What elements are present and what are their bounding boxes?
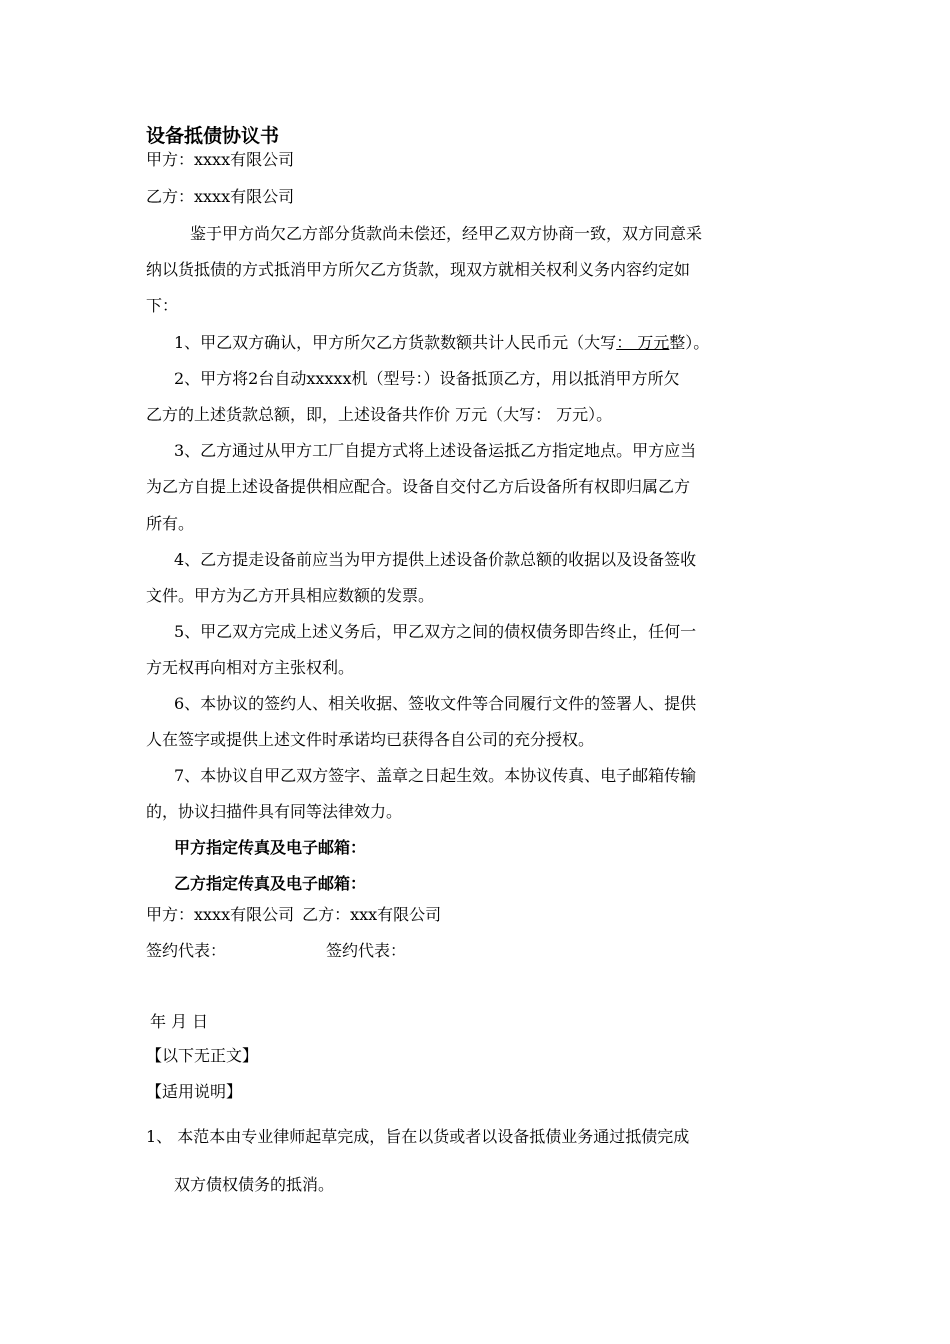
signature-rep-b: 签约代表： [326, 941, 407, 960]
signature-party-b: 乙方：xxx有限公司 [302, 905, 442, 924]
party-a-fax-email: 甲方指定传真及电子邮箱： [174, 838, 367, 857]
clause-3-line-2: 为乙方自提上述设备提供相应配合。设备自交付乙方后设备所有权即归属乙方 [146, 477, 691, 496]
clause-5-line-1: 5、甲乙双方完成上述义务后，甲乙双方之间的债权债务即告终止，任何一 [174, 622, 697, 641]
signature-rep-a: 签约代表： [146, 941, 227, 960]
clause-7-line-2: 的，协议扫描件具有同等法律效力。 [146, 802, 403, 821]
no-more-text-marker: 【以下无正文】 [146, 1046, 259, 1065]
clause-1-underlined-amount: ： 万元 [616, 333, 670, 352]
clause-2-line-2: 乙方的上述货款总额，即，上述设备共作价 万元（大写： 万元）。 [146, 405, 613, 424]
document-title: 设备抵债协议书 [146, 125, 280, 147]
clause-1-text: 1、甲乙双方确认，甲方所欠乙方货款数额共计人民币元（大写 [174, 333, 617, 352]
clause-4-line-1: 4、乙方提走设备前应当为甲方提供上述设备价款总额的收据以及设备签收 [174, 550, 697, 569]
clause-4-line-2: 文件。甲方为乙方开具相应数额的发票。 [146, 586, 435, 605]
clause-5-line-2: 方无权再向相对方主张权利。 [146, 658, 355, 677]
signature-party-a: 甲方：xxxx有限公司 [146, 905, 295, 924]
usage-item-1-line-2: 双方债权债务的抵消。 [174, 1175, 335, 1194]
date-line: 年 月 日 [150, 1012, 209, 1031]
signature-parties [146, 905, 441, 925]
clause-1 [174, 333, 709, 353]
clause-6-line-2: 人在签字或提供上述文件时承诺均已获得各自公司的充分授权。 [146, 730, 595, 749]
usage-notes-heading: 【适用说明】 [146, 1082, 243, 1101]
preamble-line-1: 鉴于甲方尚欠乙方部分货款尚未偿还，经甲乙双方协商一致，双方同意采 [190, 224, 703, 243]
preamble-line-2: 纳以货抵债的方式抵消甲方所欠乙方货款，现双方就相关权利义务内容约定如 [146, 260, 691, 279]
clause-6-line-1: 6、本协议的签约人、相关收据、签收文件等合同履行文件的签署人、提供 [174, 694, 697, 713]
party-a-header: 甲方：xxxx有限公司 [146, 150, 295, 169]
clause-3-line-3: 所有。 [146, 514, 195, 533]
party-b-fax-email: 乙方指定传真及电子邮箱： [174, 874, 367, 893]
usage-item-1-line-1: 1、 本范本由专业律师起草完成，旨在以货或者以设备抵债业务通过抵债完成 [146, 1127, 690, 1146]
party-b-header: 乙方：xxxx有限公司 [146, 187, 295, 206]
preamble-line-3: 下： [146, 296, 179, 315]
clause-1-end: 整）。 [669, 333, 710, 352]
clause-3-line-1: 3、乙方通过从甲方工厂自提方式将上述设备运抵乙方指定地点。甲方应当 [174, 441, 697, 460]
clause-7-line-1: 7、本协议自甲乙双方签字、盖章之日起生效。本协议传真、电子邮箱传输 [174, 766, 697, 785]
clause-2-line-1: 2、甲方将2台自动xxxxx机（型号：）设备抵顶乙方，用以抵消甲方所欠 [174, 369, 680, 388]
